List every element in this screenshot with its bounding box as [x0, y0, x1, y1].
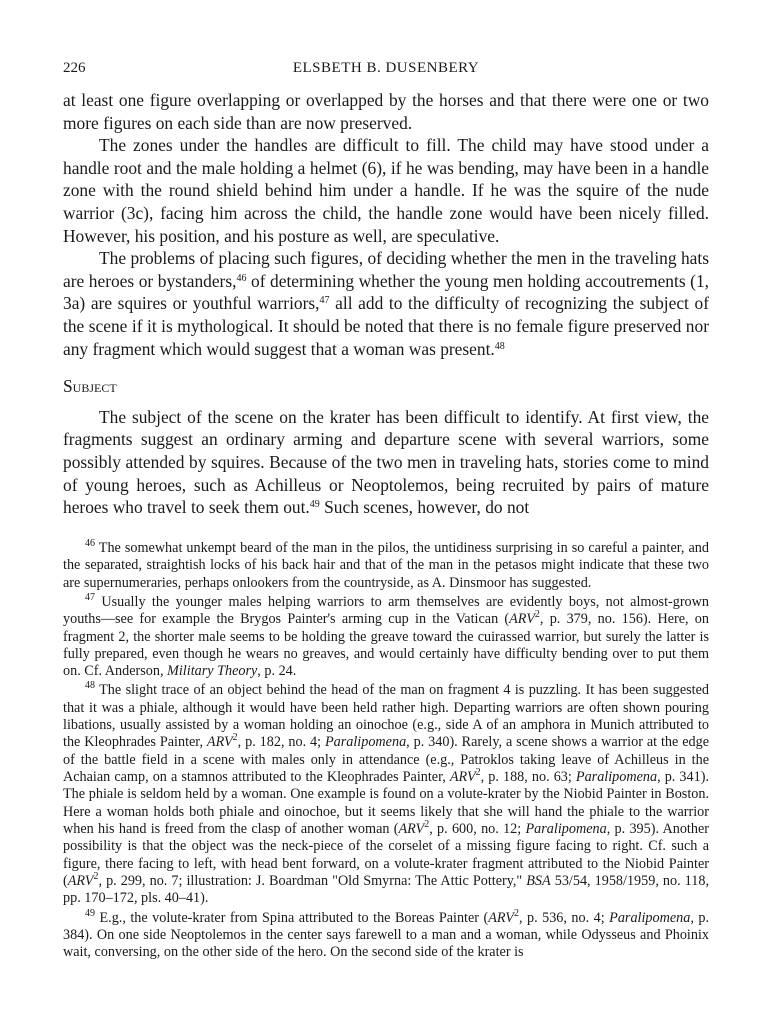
- footnote-ref-46[interactable]: 46: [236, 272, 247, 284]
- page-number: 226: [63, 60, 86, 76]
- footnote-46: $^{46}$ The somewhat unkempt beard of the man in the pilos, the untidiness surprising in so careful a painter, and the separated, straightish locks of his back hair and that of the man in the petasos might indicate that these two are supernumeraries, perhaps onlookers from the countryside, as A. Dinsmoor has suggested.: [63, 538, 709, 591]
- page-header: [63, 60, 709, 80]
- running-title: ELSBETH B. DUSENBERY: [292, 60, 480, 76]
- footnote-48: $^{48}$ The slight trace of an object behind the head of the man on fragment 4 is puzzling. It has been suggested that it was a phiale, although it would have been held rather high. Departing warriors are often shown pouring libations, usually assisted by a woman holding an oinochoe (e.g., side A of an amphora in Munich attributed to the Kleophrades Painter, ARV$^2$, p. 182, no. 4; Paralipomena, p. 340). Rarely, a scene shows a warrior at the edge of the battle field in a scene with males only in attendance (e.g., Patroklos taking leave of Achilleus in the Achaian camp, on a stamnos attributed to the Kleophrades Painter, ARV$^2$, p. 188, no. 63; Paralipomena, p. 341). The phiale is seldom held by a woman. One example is found on a volute-krater by the Niobid Painter in Boston. Here a woman holds both phiale and oinochoe, but it seems likely that she will hand the phiale to the warrior when his hand is freed from the clasp of another woman (ARV$^2$, p. 600, no. 12; Paralipomena, p. 395). Another possibility is that the object was the neck-piece of the corselet of a missing figure facing to right. Cf. such a figure, there facing to left, with head bent forward, on a volute-krater fragment attributed to the Niobid Painter (ARV$^2$, p. 299, no. 7; illustration: J. Boardman "Old Smyrna: The Attic Pottery," BSA 53/54, 1958/1959, no. 118, pp. 170–172, pls. 40–41).: [63, 680, 709, 907]
- body-text: [63, 89, 709, 519]
- footnote-ref-47[interactable]: 47: [319, 295, 330, 307]
- footnote-ref-49[interactable]: 49: [309, 499, 320, 511]
- paragraph-2: The zones under the handles are difficult to fill. The child may have stood under a handle root and the male holding a helmet (6), if he was bending, may have been in a handle zone with the round shield behind him under a handle. If he was the squire of the nude warrior (3c), facing him across the child, the handle zone would have been nicely filled. However, his position, and his posture as well, are speculative.: [63, 135, 709, 246]
- paragraph-1: at least one figure overlapping or overlapped by the horses and that there were one or two more figures on each side than are now preserved.: [63, 90, 709, 133]
- paragraph-3: The problems of placing such figures, of deciding whether the men in the traveling hats are heroes or bystanders,$^{46}$ of determining whether the young men holding accoutrements (1, 3a) are squires or youthful warriors,$^{47}$ all add to the difficulty of recognizing the subject of the scene if it is mythological. It should be noted that there is no female figure preserved nor any fragment which would suggest that a woman was present.$^{48}$: [63, 248, 709, 359]
- footnote-47: $^{47}$ Usually the younger males helping warriors to arm themselves are evidently boys, not almost-grown youths—see for example the Brygos Painter's arming cup in the Vatican (ARV$^2$, p. 379, no. 156). Here, on fragment 2, the shorter male seems to be holding the greave toward the cuirassed warrior, but surely the latter is fully prepared, even though he wears no greaves, and would certainly have difficulty bending over to put them on. Cf. Anderson, Military Theory, p. 24.: [63, 591, 709, 680]
- footnote-ref-48[interactable]: 48: [494, 340, 505, 352]
- footnotes: [63, 540, 709, 963]
- paragraph-4: The subject of the scene on the krater has been difficult to identify. At first view, the fragments suggest an ordinary arming and departure scene with several warriors, some possibly attended by squires. Because of the two men in traveling hats, stories come to mind of young heroes, such as Achilleus or Neoptolemos, being recruited by pairs of mature heroes who travel to seek them out.$^{49}$ Such scenes, however, do not: [63, 406, 709, 518]
- section-heading: Subject: [63, 376, 117, 397]
- footnote-49: $^{49}$ E.g., the volute-krater from Spina attributed to the Boreas Painter (ARV$^2$, p. 536, no. 4; Paralipomena, p. 384). On one side Neoptolemos in the center says farewell to a man and a woman, while Odysseus and Phoinix wait, conversing, on the other side of the hero. On the second side of the krater is: [63, 907, 710, 961]
